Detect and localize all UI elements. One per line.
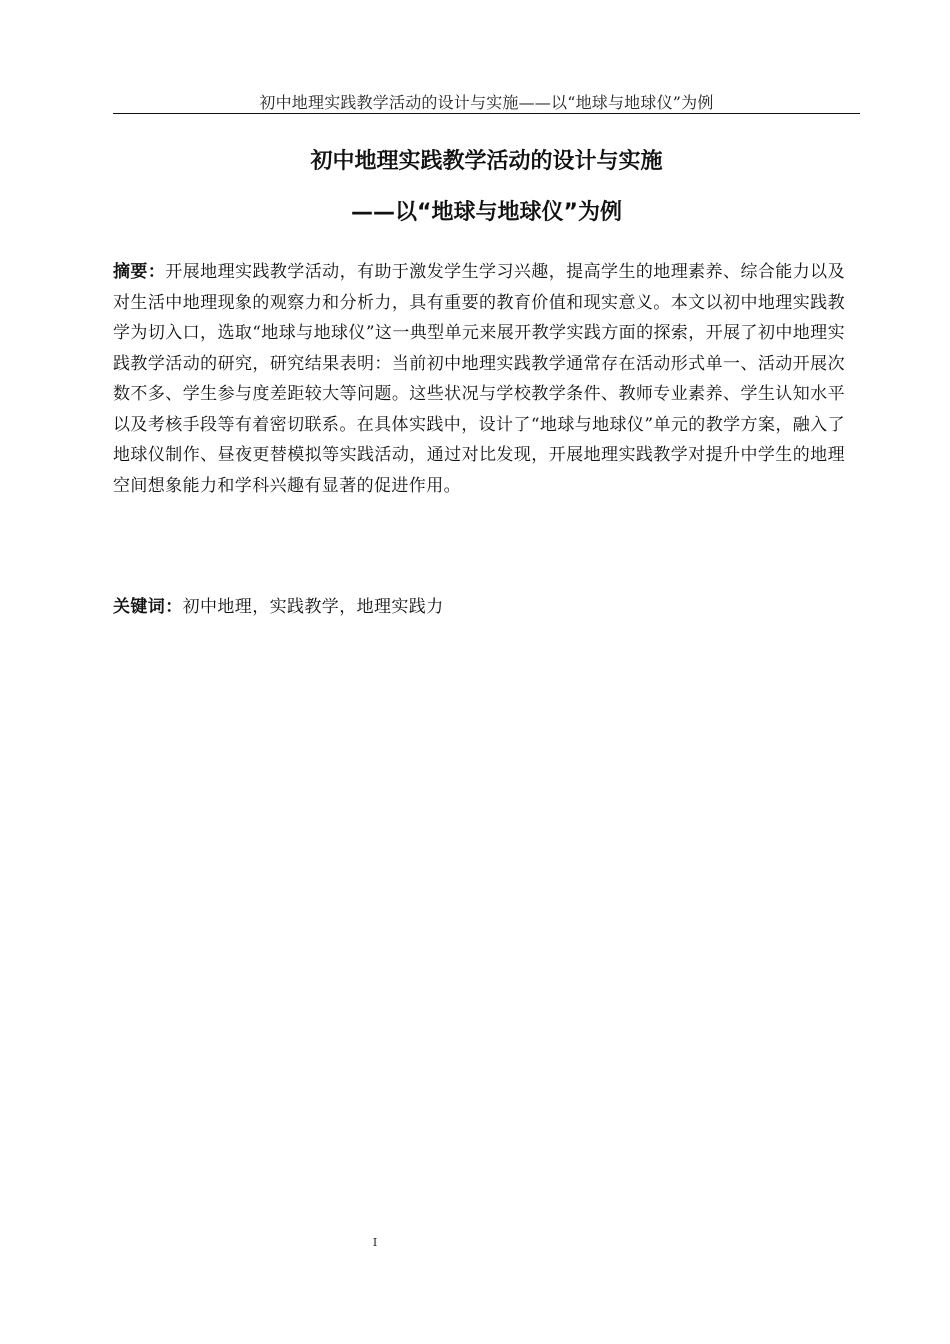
page-title: 初中地理实践教学活动的设计与实施 bbox=[310, 149, 663, 174]
header-divider bbox=[113, 113, 860, 114]
page-subtitle: ——以“地球与地球仪”为例 bbox=[351, 200, 622, 225]
keywords-line bbox=[113, 592, 845, 622]
abstract-text: 开展地理实践教学活动，有助于激发学生学习兴趣，提高学生的地理素养、综合能力以及对生活中地理现象的观察力和分析力，具有重要的教育价值和现实意义。本文以初中地理实践教学为切入口，选取“地球与地球仪”这一典型单元来展开教学实践方面的探索，开展了初中地理实践教学活动的研究，研究结果表明：当前初中地理实践教学通常存在活动形式单一、活动开展次数不多、学生参与度差距较大等问题。这些状况与学校教学条件、教师专业素养、学生认知水平以及考核手段等有着密切联系。在具体实践中，设计了“地球与地球仪”单元的教学方案，融入了地球仪制作、昼夜更替模拟等实践活动，通过对比发现，开展地理实践教学对提升中学生的地理空间想象能力和学科兴趣有显著的促进作用。 bbox=[113, 262, 845, 496]
running-header: 初中地理实践教学活动的设计与实施——以“地球与地球仪”为例 bbox=[259, 93, 714, 112]
abstract-paragraph bbox=[113, 257, 845, 501]
abstract-label: 摘要： bbox=[113, 262, 166, 282]
keywords-label: 关键词： bbox=[113, 597, 183, 617]
page-number: I bbox=[372, 1236, 378, 1249]
keywords-text: 初中地理，实践教学，地理实践力 bbox=[182, 597, 444, 617]
